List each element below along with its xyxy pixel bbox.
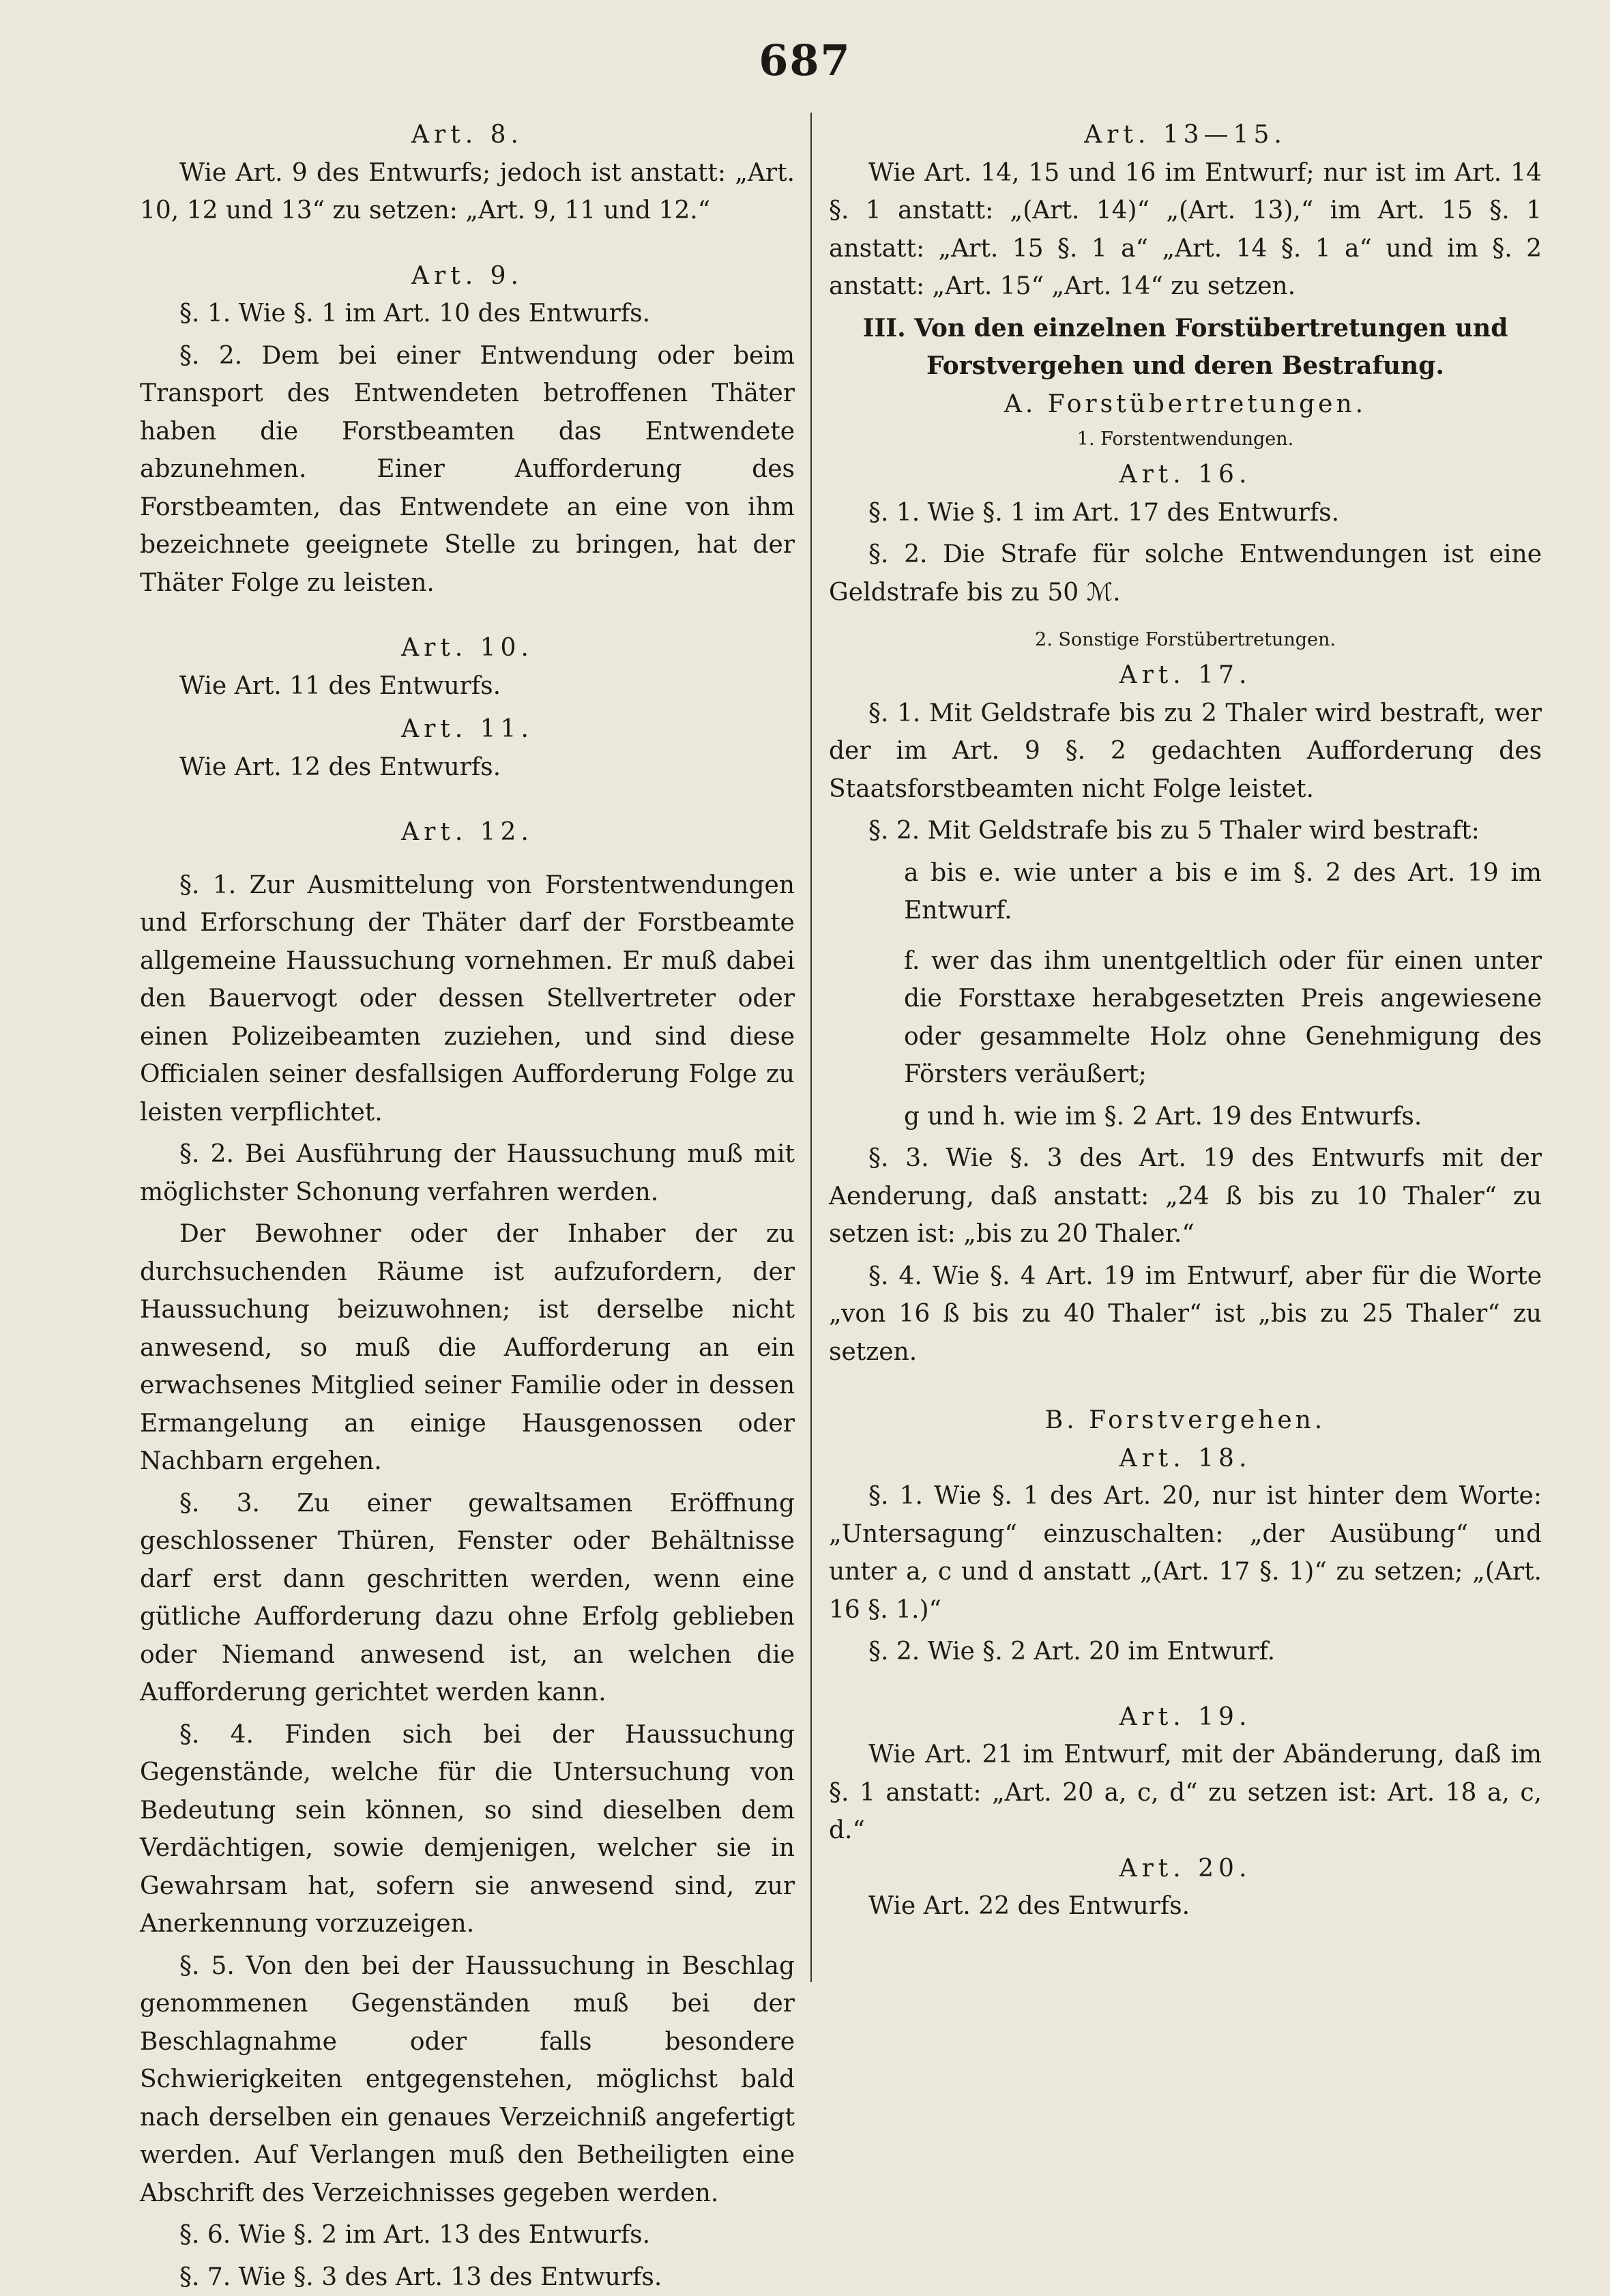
art-17-p2: §. 2. Mit Geldstrafe bis zu 5 Thaler wird bestraft: <box>829 812 1542 850</box>
art-10-text: Wie Art. 11 des Entwurfs. <box>140 667 795 706</box>
art-12-p7: §. 7. Wie §. 3 des Art. 13 des Entwurfs. <box>140 2258 795 2296</box>
art-11-text: Wie Art. 12 des Entwurfs. <box>140 749 795 787</box>
left-column <box>140 116 795 2296</box>
art-13-15-title: Art. 13—15. <box>829 116 1542 154</box>
art-11-title: Art. 11. <box>140 710 795 749</box>
art-9-title: Art. 9. <box>140 257 795 295</box>
subsection-1-heading: 1. Forstentwendungen. <box>829 423 1542 456</box>
art-19-title: Art. 19. <box>829 1698 1542 1736</box>
art-16-p2: §. 2. Die Strafe für solche Entwendungen ist eine Geldstrafe bis zu 50 ℳ. <box>829 536 1542 611</box>
section-3-heading: III. Von den einzelnen Forstübertretungen und Forstvergehen und deren Bestrafung. <box>829 310 1542 386</box>
art-18-p2: §. 2. Wie §. 2 Art. 20 im Entwurf. <box>829 1633 1542 1671</box>
art-17-p1: §. 1. Mit Geldstrafe bis zu 2 Thaler wird bestraft, wer der im Art. 9 §. 2 gedachten Aufforderung des Staatsforstbeamten nicht Folge leistet. <box>829 695 1542 809</box>
art-10-title: Art. 10. <box>140 629 795 667</box>
art-19-text: Wie Art. 21 im Entwurf, mit der Abänderung, daß im §. 1 anstatt: „Art. 20 a, c, d“ zu setzen ist: Art. 18 a, c, d.“ <box>829 1736 1542 1850</box>
art-20-text: Wie Art. 22 des Entwurfs. <box>829 1887 1542 1926</box>
art-17-title: Art. 17. <box>829 656 1542 695</box>
art-18-title: Art. 18. <box>829 1440 1542 1478</box>
art-16-title: Art. 16. <box>829 456 1542 494</box>
art-12-p3: §. 3. Zu einer gewaltsamen Eröffnung geschlossener Thüren, Fenster oder Behältnisse darf erst dann geschritten werden, wenn eine gütliche Aufforderung dazu ohne Erfolg geblieben oder Niemand anwesend ist, an welchen die Aufforderung gerichtet werden kann. <box>140 1485 795 1712</box>
section-b-heading: B. Forstvergehen. <box>829 1401 1542 1440</box>
art-9-p1: §. 1. Wie §. 1 im Art. 10 des Entwurfs. <box>140 295 795 333</box>
art-8-title: Art. 8. <box>140 116 795 154</box>
subsection-2-heading: 2. Sonstige Forstübertretungen. <box>829 624 1542 656</box>
art-17-item-f: f. wer das ihm unentgeltlich oder für einen unter die Forsttaxe herabgesetzten Preis angewiesene oder gesammelte Holz ohne Genehmigung des Försters veräußert; <box>829 942 1542 1094</box>
art-9-p2: §. 2. Dem bei einer Entwendung oder beim Transport des Entwendeten betroffenen Thäter haben die Forstbeamten das Entwendete abzunehmen. Einer Aufforderung des Forstbeamten, das Entwendete an eine von ihm bezeichnete geeignete Stelle zu bringen, hat der Thäter Folge zu leisten. <box>140 337 795 602</box>
art-16-p1: §. 1. Wie §. 1 im Art. 17 des Entwurfs. <box>829 494 1542 532</box>
art-17-p4: §. 4. Wie §. 4 Art. 19 im Entwurf, aber für die Worte „von 16 ß bis zu 40 Thaler“ ist „bis zu 25 Thaler“ zu setzen. <box>829 1258 1542 1371</box>
page-number: 687 <box>0 35 1610 85</box>
art-17-item-a-e: a bis e. wie unter a bis e im §. 2 des Art. 19 im Entwurf. <box>829 854 1542 930</box>
art-12-p4: §. 4. Finden sich bei der Haussuchung Gegenstände, welche für die Untersuchung von Bedeutung sein können, so sind dieselben dem Verdächtigen, sowie demjenigen, welcher sie in Gewahrsam hat, sofern sie anwesend sind, zur Anerkennung vorzuzeigen. <box>140 1716 795 1943</box>
art-12-title: Art. 12. <box>140 813 795 852</box>
art-12-p5: §. 5. Von den bei der Haussuchung in Beschlag genommenen Gegenständen muß bei der Beschlagnahme oder falls besondere Schwierigkeiten entgegenstehen, möglichst bald nach derselben ein genaues Verzeichniß angefertigt werden. Auf Verlangen muß den Betheiligten eine Abschrift des Verzeichnisses gegeben werden. <box>140 1947 795 2213</box>
art-17-item-g-h: g und h. wie im §. 2 Art. 19 des Entwurfs. <box>829 1098 1542 1136</box>
column-divider <box>810 113 812 1982</box>
section-a-heading: A. Forstübertretungen. <box>829 386 1542 424</box>
art-13-15-text: Wie Art. 14, 15 und 16 im Entwurf; nur ist im Art. 14 §. 1 anstatt: „(Art. 14)“ „(Art. 13),“ im Art. 15 §. 1 anstatt: „Art. 15 §. 1 a“ „Art. 14 §. 1 a“ und im §. 2 anstatt: „Art. 15“ „Art. 14“ zu setzen. <box>829 154 1542 306</box>
art-8-text: Wie Art. 9 des Entwurfs; jedoch ist anstatt: „Art. 10, 12 und 13“ zu setzen: „Art. 9, 11 und 12.“ <box>140 154 795 230</box>
art-20-title: Art. 20. <box>829 1850 1542 1888</box>
art-12-p1: §. 1. Zur Ausmittelung von Forstentwendungen und Erforschung der Thäter darf der Forstbeamte allgemeine Haussuchung vornehmen. Er muß dabei den Bauervogt oder dessen Stellvertreter oder einen Polizeibeamten zuziehen, und sind diese Officialen seiner desfallsigen Aufforderung Folge zu leisten verpflichtet. <box>140 867 795 1132</box>
art-12-p2b: Der Bewohner oder der Inhaber der zu durchsuchenden Räume ist aufzufordern, der Haussuchung beizuwohnen; ist derselbe nicht anwesend, so muß die Aufforderung an ein erwachsenes Mitglied seiner Familie oder in dessen Ermangelung an einige Hausgenossen oder Nachbarn ergehen. <box>140 1215 795 1481</box>
art-12-p2: §. 2. Bei Ausführung der Haussuchung muß mit möglichster Schonung verfahren werden. <box>140 1135 795 1211</box>
right-column <box>829 116 1542 1926</box>
art-18-p1: §. 1. Wie §. 1 des Art. 20, nur ist hinter dem Worte: „Untersagung“ einzuschalten: „der Ausübung“ und unter a, c und d anstatt „(Art. 17 §. 1)“ zu setzen; „(Art. 16 §. 1.)“ <box>829 1477 1542 1629</box>
art-17-p3: §. 3. Wie §. 3 des Art. 19 des Entwurfs mit der Aenderung, daß anstatt: „24 ß bis zu 10 Thaler“ zu setzen ist: „bis zu 20 Thaler.“ <box>829 1139 1542 1253</box>
art-12-p6: §. 6. Wie §. 2 im Art. 13 des Entwurfs. <box>140 2216 795 2254</box>
